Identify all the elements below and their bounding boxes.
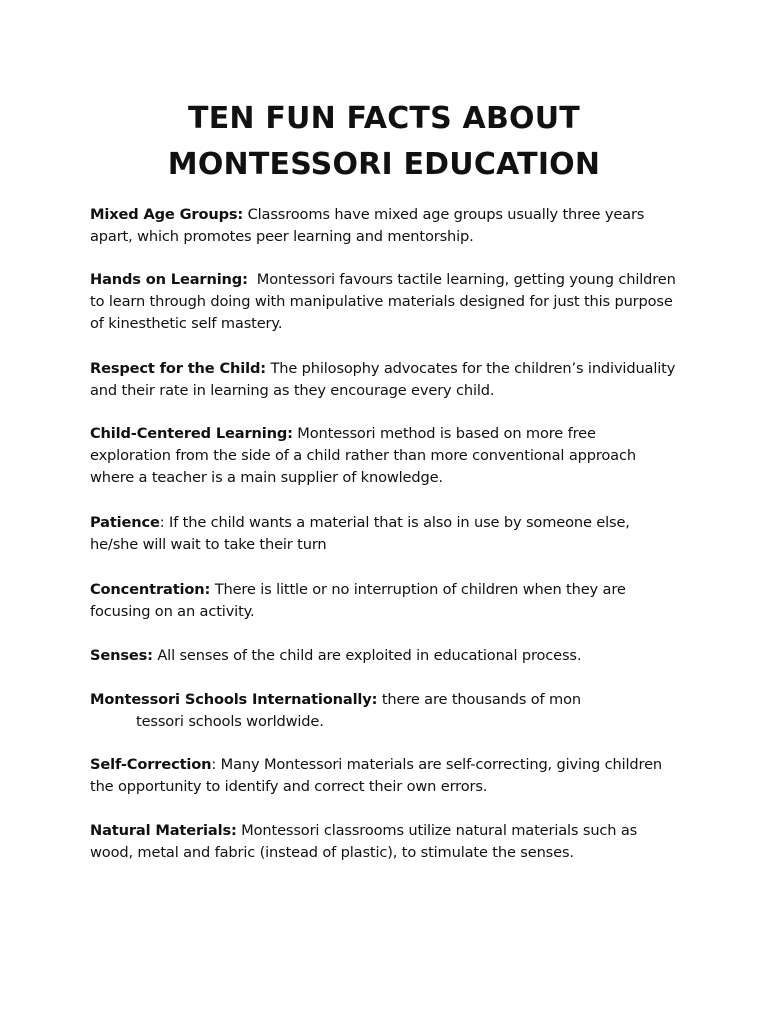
fact-text: where a teacher is a main supplier of knowledge. [90, 469, 443, 486]
fact-text: : Many Montessori materials are self-correcting, giving children [211, 756, 662, 773]
fact-respect-for-the-child [90, 358, 690, 402]
fact-text: apart, which promotes peer learning and mentorship. [90, 228, 474, 245]
fact-child-centered-learning [90, 423, 690, 489]
title-line-2: MONTESSORI EDUCATION [167, 147, 601, 182]
fact-text: tessori schools worldwide. [136, 713, 324, 730]
fact-term: Montessori Schools Internationally: [90, 691, 378, 708]
fact-term: Respect for the Child: [90, 360, 266, 377]
fact-text: wood, metal and fabric (instead of plastic), to stimulate the senses. [90, 844, 574, 861]
fact-hands-on-learning [90, 269, 690, 335]
fact-patience [90, 512, 690, 556]
fact-text: he/she will wait to take their turn [90, 536, 327, 553]
fact-text: Classrooms have mixed age groups usually three years [243, 206, 645, 223]
fact-term: Mixed Age Groups: [90, 206, 244, 223]
fact-senses [90, 645, 690, 667]
fact-montessori-schools-internationally [90, 689, 690, 733]
fact-term: Self-Correction [90, 756, 212, 773]
page-title [0, 96, 768, 188]
fact-text: to learn through doing with manipulative materials designed for just this purpose [90, 293, 673, 310]
fact-concentration [90, 579, 690, 623]
fact-text: the opportunity to identify and correct their own errors. [90, 778, 488, 795]
fact-text: there are thousands of mon [377, 691, 581, 708]
fact-text: of kinesthetic self mastery. [90, 315, 283, 332]
fact-mixed-age-groups [90, 204, 690, 248]
fact-text: focusing on an activity. [90, 603, 255, 620]
fact-text: Montessori classrooms utilize natural materials such as [236, 822, 638, 839]
fact-term: Senses: [90, 647, 153, 664]
fact-natural-materials [90, 820, 690, 864]
fact-term: Natural Materials: [90, 822, 237, 839]
fact-text: and their rate in learning as they encourage every child. [90, 382, 495, 399]
fact-text: Montessori favours tactile learning, getting young children [247, 271, 676, 288]
fact-text: Montessori method is based on more free [292, 425, 596, 442]
fact-text: All senses of the child are exploited in educational process. [152, 647, 582, 664]
fact-term: Concentration: [90, 581, 211, 598]
fact-term: Hands on Learning: [90, 271, 248, 288]
fact-self-correction [90, 754, 690, 798]
title-line-1: TEN FUN FACTS ABOUT [188, 101, 580, 136]
fact-term: Patience [90, 514, 160, 531]
fact-text: There is little or no interruption of children when they are [210, 581, 626, 598]
fact-term: Child-Centered Learning: [90, 425, 293, 442]
fact-text: The philosophy advocates for the children’s individuality [265, 360, 676, 377]
fact-text: exploration from the side of a child rather than more conventional approach [90, 447, 636, 464]
fact-text: : If the child wants a material that is also in use by someone else, [159, 514, 630, 531]
